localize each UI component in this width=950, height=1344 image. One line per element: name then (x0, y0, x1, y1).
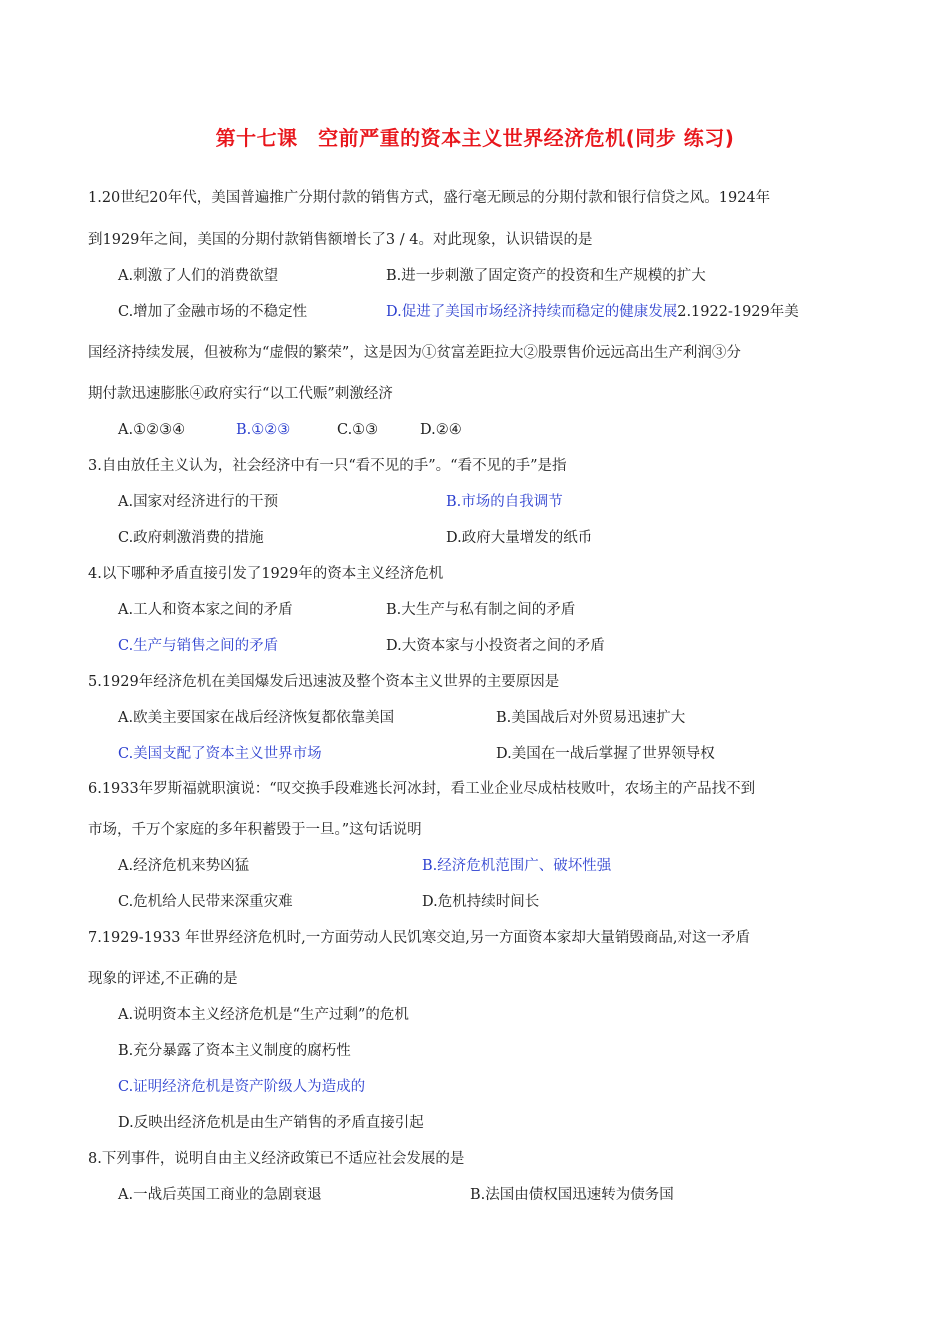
q1-option-a: A.刺激了人们的消费欲望 (118, 268, 279, 284)
q5-stem: 5.1929年经济危机在美国爆发后迅速波及整个资本主义世界的主要原因是 (88, 674, 560, 690)
q1-stem-line1: 1.20世纪20年代，美国普遍推广分期付款的销售方式，盛行毫无顾忌的分期付款和银行信贷之风。1924年 (88, 190, 771, 206)
q8-option-b: B.法国由债权国迅速转为债务国 (470, 1187, 674, 1203)
q6-option-a: A.经济危机来势凶猛 (118, 858, 250, 874)
q4-option-c-answer: C.生产与销售之间的矛盾 (118, 638, 279, 654)
q6-option-b-answer: B.经济危机范围广、破坏性强 (422, 858, 612, 874)
q3-stem: 3.自由放任主义认为，社会经济中有一只“看不见的手”。“看不见的手”是指 (88, 458, 567, 474)
q7-stem-line1: 7.1929-1933 年世界经济危机时,一方面劳动人民饥寒交迫,另一方面资本家却大量销毁商品,对这一矛盾 (88, 930, 750, 946)
q7-option-a: A.说明资本主义经济危机是“生产过剩”的危机 (118, 1007, 409, 1023)
q5-option-d: D.美国在一战后掌握了世界领导权 (496, 746, 715, 762)
q8-stem: 8.下列事件，说明自由主义经济政策已不适应社会发展的是 (88, 1151, 465, 1167)
q4-option-d: D.大资本家与小投资者之间的矛盾 (386, 638, 605, 654)
q5-option-b: B.美国战后对外贸易迅速扩大 (496, 710, 686, 726)
q6-stem-line2: 市场，千万个家庭的多年积蓄毁于一旦。”这句话说明 (88, 822, 422, 838)
q4-option-b: B.大生产与私有制之间的矛盾 (386, 602, 576, 618)
q7-option-b: B.充分暴露了资本主义制度的腐朽性 (118, 1043, 351, 1059)
q4-option-a: A.工人和资本家之间的矛盾 (118, 602, 293, 618)
q3-option-a: A.国家对经济进行的干预 (118, 494, 279, 510)
q2-option-d: D.②④ (420, 422, 462, 438)
q5-option-c-answer: C.美国支配了资本主义世界市场 (118, 746, 322, 762)
q4-stem: 4.以下哪种矛盾直接引发了1929年的资本主义经济危机 (88, 566, 444, 582)
q1-stem-line2: 到1929年之间，美国的分期付款销售额增长了3 / 4。对此现象，认识错误的是 (88, 232, 593, 248)
q8-option-a: A.一战后英国工商业的急剧衰退 (118, 1187, 322, 1203)
q6-stem-line1: 6.1933年罗斯福就职演说：“叹交换手段难逃长河冰封，看工业企业尽成枯枝败叶，农场主的产品找不到 (88, 781, 756, 797)
q3-option-b-answer: B.市场的自我调节 (446, 494, 563, 510)
q2-option-c: C.①③ (337, 422, 379, 438)
q1-option-d-answer: D.促进了美国市场经济持续而稳定的健康发展 (386, 304, 678, 320)
q2-option-b-answer: B.①②③ (236, 422, 291, 438)
q5-option-a: A.欧美主要国家在战后经济恢复都依靠美国 (118, 710, 395, 726)
q6-option-c: C.危机给人民带来深重灾难 (118, 894, 293, 910)
page-title: 第十七课 空前严重的资本主义世界经济危机(同步 练习) (215, 126, 735, 150)
q3-option-c: C.政府刺激消费的措施 (118, 530, 264, 546)
q1-d-q2-line (386, 302, 799, 322)
q2-option-a: A.①②③④ (118, 422, 186, 438)
q7-option-d: D.反映出经济危机是由生产销售的矛盾直接引起 (118, 1115, 424, 1131)
q1-option-b: B.进一步刺激了固定资产的投资和生产规模的扩大 (386, 268, 706, 284)
q7-option-c-answer: C.证明经济危机是资产阶级人为造成的 (118, 1079, 366, 1095)
q7-stem-line2: 现象的评述,不正确的是 (88, 971, 238, 987)
q2-stem-line2: 国经济持续发展，但被称为“虚假的繁荣”，这是因为①贫富差距拉大②股票售价远远高出生产利润③分 (88, 345, 741, 361)
q2-stem-line1: 2.1922-1929年美 (677, 304, 799, 320)
q3-option-d: D.政府大量增发的纸币 (446, 530, 593, 546)
q2-stem-line3: 期付款迅速膨胀④政府实行“以工代赈”刺激经济 (88, 386, 393, 402)
q1-option-c: C.增加了金融市场的不稳定性 (118, 304, 308, 320)
q6-option-d: D.危机持续时间长 (422, 894, 540, 910)
